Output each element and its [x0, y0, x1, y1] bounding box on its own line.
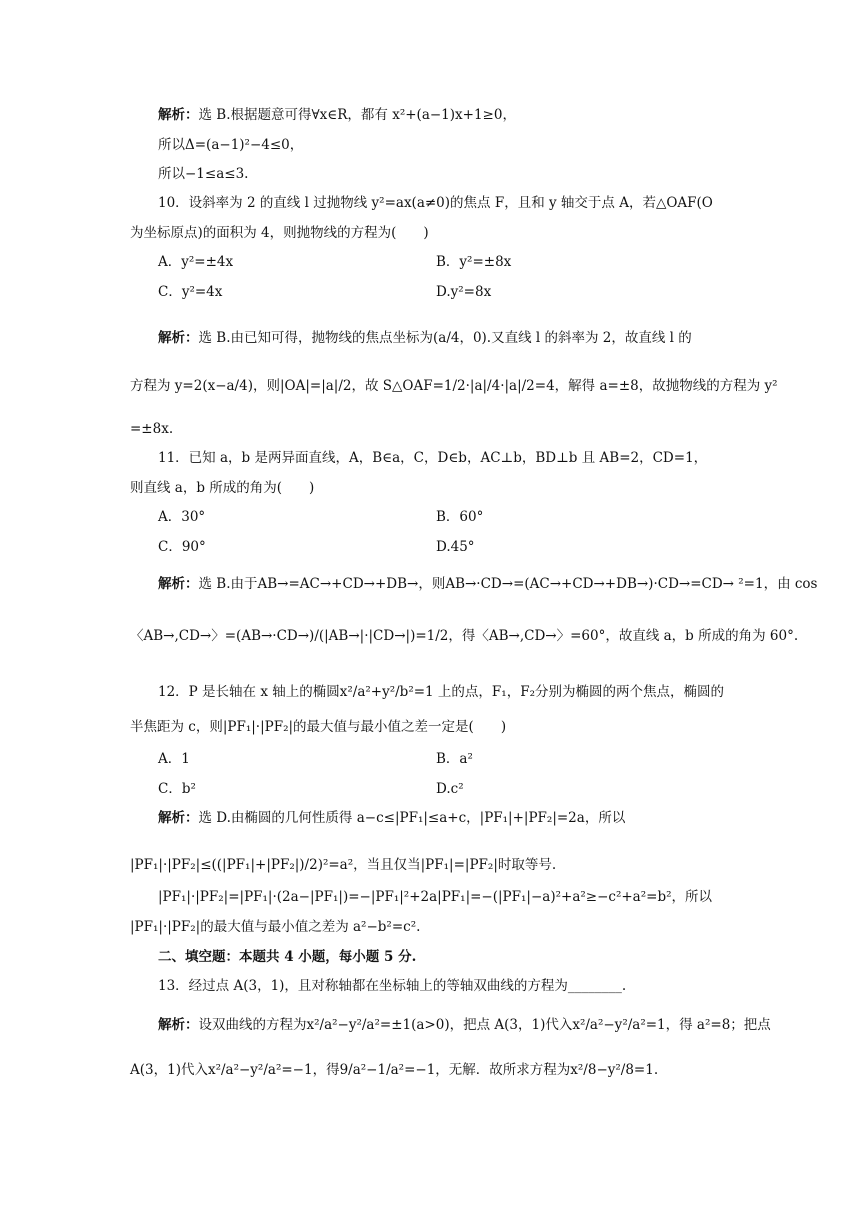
analysis-label: 解析： — [158, 810, 199, 826]
q12-option-b: B．a² — [436, 751, 473, 767]
q10-analysis-line-1: 解析：选 B.由已知可得，抛物线的焦点坐标为(a/4，0).又直线 l 的斜率为 2，故直线 l 的 — [158, 330, 692, 346]
q10-option-a: A．y²=±4x — [158, 254, 234, 270]
q11-stem-line-2: 则直线 a，b 所成的角为( ) — [130, 480, 315, 496]
q12-analysis-line-3: |PF₁|·|PF₂|=|PF₁|·(2a−|PF₁|)=−|PF₁|²+2a|PF₁|=−(|PF₁|−a)²+a²≥−c²+a²=b²，所以 — [158, 889, 713, 905]
q12-analysis-line-2: |PF₁|·|PF₂|≤((|PF₁|+|PF₂|)/2)²=a²，当且仅当|PF₁|=|PF₂|时取等号. — [130, 857, 557, 873]
q10-option-b: B．y²=±8x — [436, 254, 512, 270]
q10-stem-line-1: 10．设斜率为 2 的直线 l 过抛物线 y²=ax(a≠0)的焦点 F，且和 y 轴交于点 A，若△OAF(O — [158, 195, 713, 211]
q12-option-c: C．b² — [158, 781, 196, 797]
q12-option-d: D.c² — [436, 781, 464, 797]
analysis-label: 解析： — [158, 1017, 199, 1033]
q11-option-d: D.45° — [436, 539, 475, 555]
q12-analysis-line-1: 解析：选 D.由椭圆的几何性质得 a−c≤|PF₁|≤a+c，|PF₁|+|PF₂|=2a，所以 — [158, 810, 626, 826]
q10-analysis-line-2: 方程为 y=2(x−a/4)，则|OA|=|a|/2，故 S△OAF=1/2·|a|/4·|a|/2=4，解得 a=±8，故抛物线的方程为 y² — [130, 378, 778, 394]
q9-analysis-line-3: 所以−1≤a≤3. — [158, 166, 249, 182]
q11-analysis-line-1: 解析：选 B.由于AB→=AC→+CD→+DB→，则AB→·CD→=(AC→+CD→+DB→)·CD→=CD→ ²=1，由 cos — [158, 576, 818, 592]
q11-option-b: B．60° — [436, 509, 484, 525]
q9-analysis-line-2: 所以Δ=(a−1)²−4≤0， — [158, 137, 304, 153]
analysis-label: 解析： — [158, 107, 199, 123]
section-heading-fill-in: 二、填空题：本题共 4 小题，每小题 5 分. — [158, 949, 417, 965]
q12-option-a: A．1 — [158, 751, 190, 767]
q10-analysis-line-3: =±8x. — [130, 421, 174, 437]
q12-stem-line-2: 半焦距为 c，则|PF₁|·|PF₂|的最大值与最小值之差一定是( ) — [130, 719, 507, 735]
q13-stem: 13．经过点 A(3，1)，且对称轴都在坐标轴上的等轴双曲线的方程为________. — [158, 978, 627, 994]
analysis-label: 解析： — [158, 576, 199, 592]
q12-analysis-line-4: |PF₁|·|PF₂|的最大值与最小值之差为 a²−b²=c². — [130, 919, 421, 935]
analysis-label: 解析： — [158, 330, 199, 346]
q10-option-c: C．y²=4x — [158, 284, 223, 300]
q12-stem-line-1: 12．P 是长轴在 x 轴上的椭圆x²/a²+y²/b²=1 上的点，F₁，F₂分别为椭圆的两个焦点，椭圆的 — [158, 684, 724, 700]
q13-analysis-line-1: 解析：设双曲线的方程为x²/a²−y²/a²=±1(a>0)，把点 A(3，1)代入x²/a²−y²/a²=1，得 a²=8；把点 — [158, 1017, 771, 1033]
q11-option-a: A．30° — [158, 509, 206, 525]
q9-analysis-line-1: 解析：选 B.根据题意可得∀x∈R，都有 x²+(a−1)x+1≥0， — [158, 107, 516, 123]
q11-option-c: C．90° — [158, 539, 206, 555]
q11-stem-line-1: 11．已知 a，b 是两异面直线，A，B∈a，C，D∈b，AC⊥b，BD⊥b 且 AB=2，CD=1， — [158, 450, 708, 466]
q11-analysis-line-2: 〈AB→,CD→〉=(AB→·CD→)/(|AB→|·|CD→|)=1/2，得〈AB→,CD→〉=60°，故直线 a，b 所成的角为 60°. — [130, 628, 799, 644]
q13-analysis-line-2: A(3，1)代入x²/a²−y²/a²=−1，得9/a²−1/a²=−1，无解．故所求方程为x²/8−y²/8=1. — [130, 1062, 659, 1078]
q10-stem-line-2: 为坐标原点)的面积为 4，则抛物线的方程为( ) — [130, 225, 429, 241]
q10-option-d: D.y²=8x — [436, 284, 492, 300]
